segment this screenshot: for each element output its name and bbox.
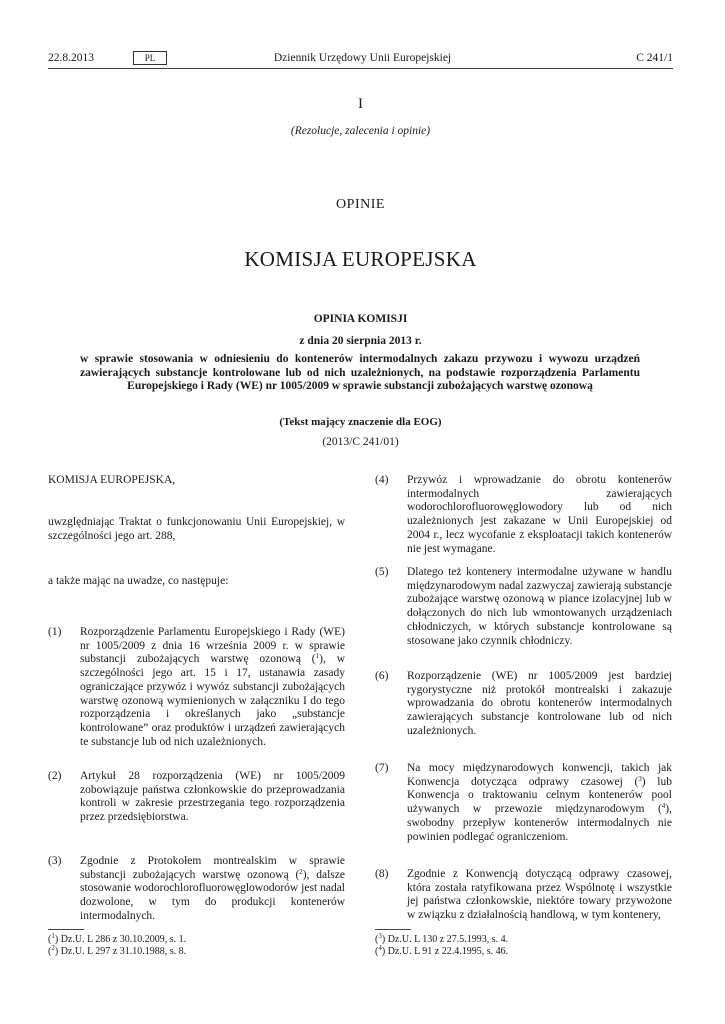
recital-text: Zgodnie z Protokołem montrealskim w sprawie substancji zubożających warstwę ozonową ($^2$), dalsze stosowanie wodorochlorofluorowęglowodorów jest nadal dozwolone, w tym do produkcji kontenerów intermodalnych. xyxy=(80,855,345,922)
document-date: z dnia 20 sierpnia 2013 r. xyxy=(299,335,422,347)
recital-number: (4) xyxy=(375,474,389,486)
recital-text: Na mocy międzynarodowych konwencji, takich jak Konwencja dotycząca odprawy czasowej ($^3$) lub Konwencja o traktowaniu celnym kontenerów pool używanych w przewozie międzynarodowym ($^4$), swobodny przepływ kontenerów intermodalnych nie powinien podlegać ograniczeniom. xyxy=(407,762,673,843)
document-category: OPINIE xyxy=(336,197,385,212)
footnote-ref[interactable]: 2 xyxy=(299,867,303,876)
footnote: ($^4$) Dz.U. L 91 z 22.4.1995, s. 46. xyxy=(375,944,509,957)
recital-number: (1) xyxy=(48,626,62,638)
footnote-ref[interactable]: 4 xyxy=(661,802,666,811)
recital-number: (3) xyxy=(48,855,62,867)
header-divider xyxy=(48,68,673,69)
section-title: (Rezolucje, zalecenia i opinie) xyxy=(290,125,431,137)
preamble-whereas: a także mając na uwadze, co następuje: xyxy=(48,575,229,587)
preamble-having-regard: uwzględniając Traktat o funkcjonowaniu Unii Europejskiej, w szczególności jego art. 288, xyxy=(48,516,345,542)
header-date: 22.8.2013 xyxy=(48,52,94,64)
page-reference: C 241/1 xyxy=(636,52,673,64)
recital-number: (7) xyxy=(375,762,389,774)
footnote-ref[interactable]: 3 xyxy=(638,774,642,783)
preamble-author: KOMISJA EUROPEJSKA, xyxy=(48,474,176,486)
recital-text: Rozporządzenie (WE) nr 1005/2009 jest bardziej rygorystyczne niż protokół montrealski i zakazuje wprowadzania do obrotu kontenerów intermodalnych zawierających substancje kontrolowane lub od nich uzależnionych. xyxy=(407,670,672,737)
document-number: (2013/C 241/01) xyxy=(322,436,399,448)
footnote-ref[interactable]: 1 xyxy=(315,652,320,661)
recital-text: Przywóz i wprowadzanie do obrotu kontenerów intermodalnych zawierających wodorochlorofluorowęglowodory lub od nich uzależnionych jest zakazane w Unii Europejskiej od 2004 r., lecz wycofanie z eksploatacji takich kontenerów nie jest wymagane. xyxy=(407,474,672,555)
footnote: ($^3$) Dz.U. L 130 z 27.5.1993, s. 4. xyxy=(375,932,509,945)
document-type: OPINIA KOMISJI xyxy=(313,313,408,325)
language-badge: PL xyxy=(133,51,167,65)
eea-relevance-note: (Tekst mający znaczenie dla EOG) xyxy=(279,416,442,428)
journal-title: Dziennik Urzędowy Unii Europejskiej xyxy=(273,52,452,64)
document-subject: w sprawie stosowania w odniesieniu do kontenerów intermodalnych zakazu przywozu i wywozu urządzeń zawierających substancje kontrolowane lub od nich uzależnionych, na podstawie rozporządzenia Parlamentu Europejskiego i Rady (WE) nr 1005/2009 w sprawie substancji zubożających warstwę ozonową xyxy=(80,353,640,393)
footnote: ($^1$) Dz.U. L 286 z 30.10.2009, s. 1. xyxy=(48,932,187,945)
footnote: ($^2$) Dz.U. L 297 z 31.10.1988, s. 8. xyxy=(48,944,187,957)
recital-text: Dlatego też kontenery intermodalne używane w handlu międzynarodowym nadal zazwyczaj zawierają substancje zubożające warstwę ozonową w piance izolacyjnej lub w dołączonych do nich lub wmontowanych urządzeniach chłodniczych, w których substancje kontrolowane są stosowane jako czynnik chłodniczy. xyxy=(407,566,673,647)
recital-number: (5) xyxy=(375,566,389,578)
footnote-divider xyxy=(48,929,84,930)
institution-name: KOMISJA EUROPEJSKA xyxy=(244,247,477,271)
section-number: I xyxy=(358,96,363,112)
footnote-divider xyxy=(375,929,411,930)
recital-number: (8) xyxy=(375,868,389,880)
recital-text: Artykuł 28 rozporządzenia (WE) nr 1005/2009 zobowiązuje państwa członkowskie do przeprowadzania kontroli w zakresie przestrzegania tego rozporządzenia przez przedsiębiorstwa. xyxy=(80,770,345,824)
recital-number: (2) xyxy=(48,770,62,782)
recital-text: Rozporządzenie Parlamentu Europejskiego i Rady (WE) nr 1005/2009 z dnia 16 września 2009 r. w sprawie substancji zubożających warstwę ozonową ($^1$), w szczególności jego art. 15 i 17, ustanawia zasady ograniczające przywóz i wywóz substancji zubożających warstwę ozonową wymienionych w załączniku I do tego rozporządzenia i określanych jako „substancje kontrolowane” oraz produktów i urządzeń zawierających te substancje lub od nich uzależnionych. xyxy=(80,626,346,748)
recital-number: (6) xyxy=(375,670,389,682)
recital-text: Zgodnie z Konwencją dotyczącą odprawy czasowej, która została ratyfikowana przez Wspólnotę i wszystkie jej państwa członkowskie, niektóre towary przywożone w związku z działalnością handlową, w tym kontenery, xyxy=(407,868,672,922)
